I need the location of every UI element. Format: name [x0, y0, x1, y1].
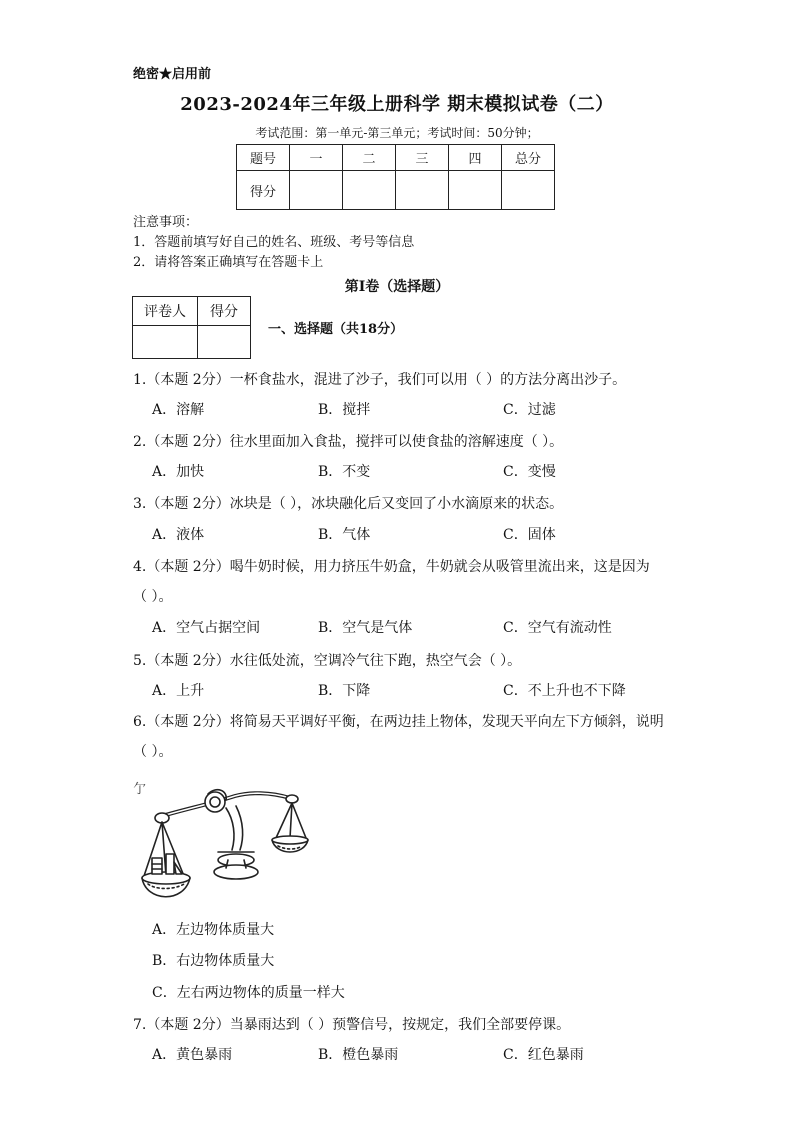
- score-blank-cell[interactable]: [449, 171, 502, 210]
- score-header-cell: 总分: [502, 145, 555, 171]
- part-title: 一、选择题（共18分）: [268, 322, 404, 337]
- option-c[interactable]: C．空气有流动性: [503, 620, 612, 636]
- option-c[interactable]: C．固体: [503, 527, 556, 543]
- question-stem-continued: （ ）。: [133, 589, 173, 605]
- question-stem: 2.（本题 2分）往水里面加入食盐，搅拌可以使食盐的溶解速度（ ）。: [133, 434, 564, 450]
- option-b[interactable]: B．右边物体质量大: [152, 953, 275, 969]
- grader-label: 评卷人: [133, 297, 198, 326]
- grader-blank-cell[interactable]: [198, 326, 251, 359]
- option-b[interactable]: B．搅拌: [318, 402, 371, 418]
- score-blank-cell[interactable]: [290, 171, 343, 210]
- question-stem: 1.（本题 2分）一杯食盐水，混进了沙子，我们可以用（ ）的方法分离出沙子。: [133, 372, 627, 388]
- score-header-cell: 三: [396, 145, 449, 171]
- option-c[interactable]: C．不上升也不下降: [503, 683, 626, 699]
- score-row-label: 得分: [237, 171, 290, 210]
- score-header-cell: 题号: [237, 145, 290, 171]
- option-a[interactable]: A．上升: [152, 683, 205, 699]
- note-item: 2．请将答案正确填写在答题卡上: [133, 255, 324, 270]
- grader-score-label: 得分: [198, 297, 251, 326]
- option-b[interactable]: B．不变: [318, 464, 371, 480]
- score-blank-cell[interactable]: [502, 171, 555, 210]
- option-b[interactable]: B．下降: [318, 683, 371, 699]
- text-fragment: 亇: [133, 782, 147, 797]
- note-item: 1．答题前填写好自己的姓名、班级、考号等信息: [133, 235, 415, 250]
- score-blank-cell[interactable]: [343, 171, 396, 210]
- question-stem: 5.（本题 2分）水往低处流，空调冷气往下跑，热空气会（ ）。: [133, 653, 522, 669]
- option-b[interactable]: B．橙色暴雨: [318, 1047, 399, 1063]
- score-blank-cell[interactable]: [396, 171, 449, 210]
- exam-title: 2023-2024年三年级上册科学 期末模拟试卷（二）: [180, 94, 614, 115]
- score-header-cell: 一: [290, 145, 343, 171]
- option-c[interactable]: C．红色暴雨: [503, 1047, 584, 1063]
- section-heading: 第I卷（选择题）: [344, 279, 450, 295]
- option-a[interactable]: A．黄色暴雨: [152, 1047, 233, 1063]
- option-a[interactable]: A．左边物体质量大: [152, 922, 275, 938]
- confidential-mark: 绝密★启用前: [133, 67, 212, 82]
- option-a[interactable]: A．空气占据空间: [152, 620, 261, 636]
- option-c[interactable]: C．过滤: [503, 402, 556, 418]
- question-stem-continued: （ ）。: [133, 744, 173, 760]
- score-table: [236, 144, 555, 210]
- balance-scale-illustration: [140, 780, 310, 910]
- question-stem: 7.（本题 2分）当暴雨达到（ ）预警信号，按规定，我们全部要停课。: [133, 1017, 571, 1033]
- question-stem: 6.（本题 2分）将简易天平调好平衡，在两边挂上物体，发现天平向左下方倾斜，说明: [133, 714, 664, 730]
- exam-info: 考试范围：第一单元-第三单元；考试时间：50分钟；: [255, 126, 539, 140]
- option-b[interactable]: B．气体: [318, 527, 371, 543]
- option-b[interactable]: B．空气是气体: [318, 620, 413, 636]
- option-a[interactable]: A．加快: [152, 464, 205, 480]
- question-stem: 4.（本题 2分）喝牛奶时候，用力挤压牛奶盒，牛奶就会从吸管里流出来，这是因为: [133, 559, 650, 575]
- question-stem: 3.（本题 2分）冰块是（ ），冰块融化后又变回了小水滴原来的状态。: [133, 496, 564, 512]
- notes-heading: 注意事项：: [133, 215, 199, 230]
- score-header-cell: 二: [343, 145, 396, 171]
- option-a[interactable]: A．溶解: [152, 402, 205, 418]
- grader-table: [132, 296, 251, 359]
- option-c[interactable]: C．变慢: [503, 464, 556, 480]
- option-c[interactable]: C．左右两边物体的质量一样大: [152, 985, 345, 1001]
- notes: [133, 213, 414, 273]
- option-a[interactable]: A．液体: [152, 527, 205, 543]
- score-header-cell: 四: [449, 145, 502, 171]
- grader-blank-cell[interactable]: [133, 326, 198, 359]
